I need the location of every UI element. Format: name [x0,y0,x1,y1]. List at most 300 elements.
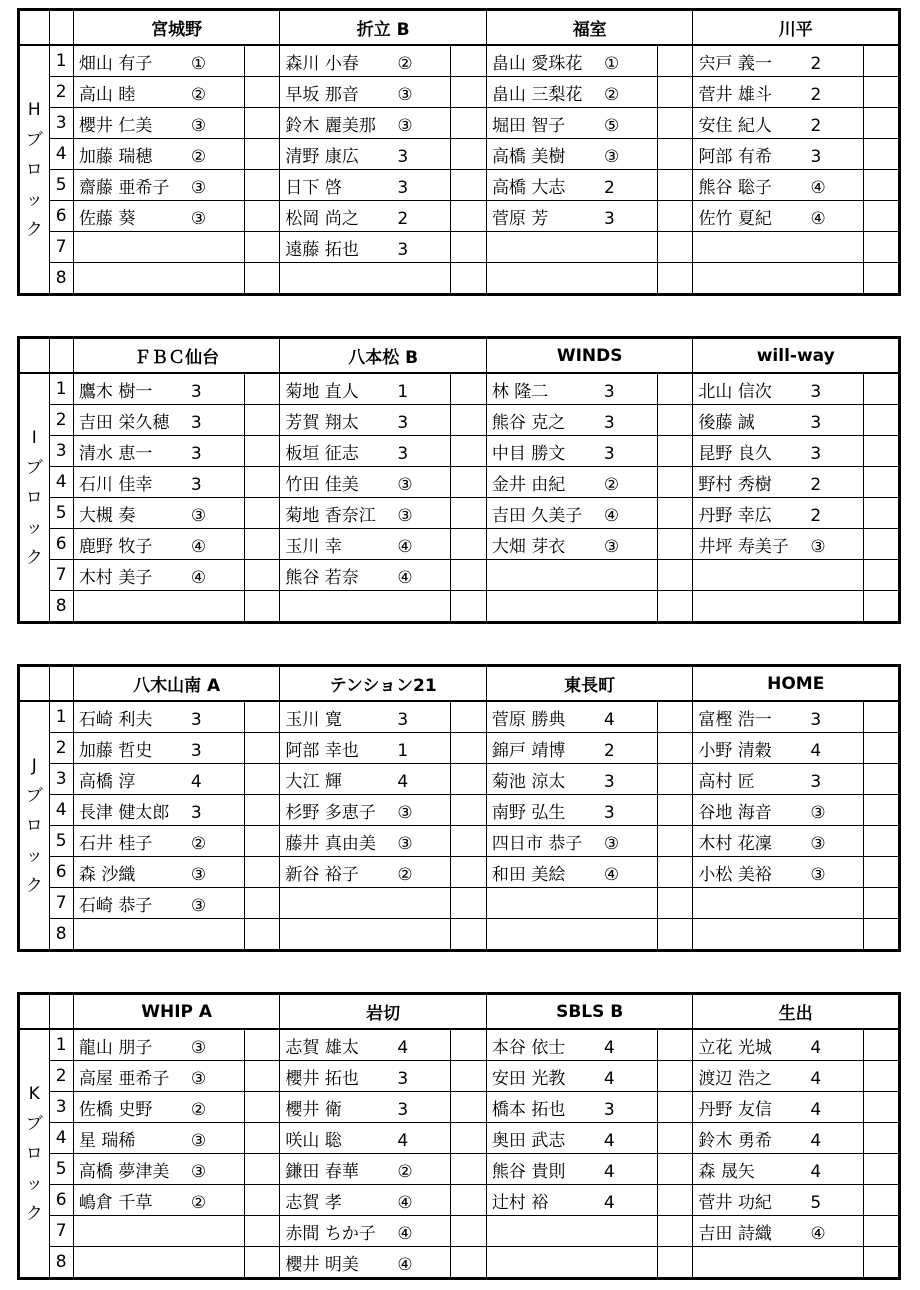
player-cell [693,1247,864,1279]
blank-mark-cell [864,170,900,201]
player-cell [486,232,657,263]
player-name: 四日市 恭子 [491,833,583,854]
row-number: 2 [49,405,73,436]
player-name: 赤間 ちか子 [285,1223,376,1244]
blank-mark-cell [244,888,280,919]
blank-mark-cell [244,1185,280,1216]
player-name: 高橋 淳 [78,771,136,792]
blank-mark-cell [244,857,280,888]
player-cell [693,498,864,529]
player-cell [486,826,657,857]
player-grade: ④ [810,208,826,229]
player-grade: 3 [603,771,615,792]
player-name: 玉川 幸 [285,536,342,557]
player-cell [486,405,657,436]
team-name: WINDS [486,338,693,374]
corner-cell [49,10,73,46]
player-row [19,1029,900,1061]
player-grade: 3 [603,443,615,464]
player-cell [486,373,657,405]
player-grade: 2 [810,84,822,105]
row-number: 2 [49,77,73,108]
blank-mark-cell [451,1185,487,1216]
player-grade: 4 [603,709,615,730]
blank-mark-cell [244,201,280,232]
player-name: 阿部 幸也 [285,740,359,761]
blank-mark-cell [244,170,280,201]
player-grade: ① [190,53,207,74]
player-grade: 3 [397,177,409,198]
blank-mark-cell [864,373,900,405]
blank-mark-cell [864,498,900,529]
team-name: ＦＢＣ仙台 [73,338,279,374]
player-grade: ② [190,1099,207,1120]
blank-mark-cell [451,1154,487,1185]
blank-mark-cell [451,45,487,77]
blank-mark-cell [451,436,487,467]
row-number: 8 [49,591,73,623]
player-name: 辻村 裕 [491,1192,549,1213]
player-cell [486,1092,657,1123]
player-cell [486,139,657,170]
player-grade: 4 [810,740,822,761]
row-number: 6 [49,529,73,560]
player-grade: 1 [397,381,409,402]
blank-mark-cell [864,826,900,857]
player-name: 吉田 久美子 [491,505,583,526]
block-label-char: ク [25,219,43,240]
blank-mark-cell [451,701,487,733]
player-grade: 4 [603,1068,615,1089]
player-cell [486,1185,657,1216]
blank-mark-cell [864,436,900,467]
blank-mark-cell [864,201,900,232]
player-cell [693,919,864,951]
block-label-char: ッ [25,517,43,538]
player-name: 奥田 武志 [491,1130,566,1151]
player-name: 日下 啓 [285,177,342,198]
player-grade: 3 [190,740,202,761]
player-row [19,888,900,919]
player-cell [693,529,864,560]
blank-mark-cell [451,263,487,295]
player-cell [486,764,657,795]
player-name: 櫻井 衛 [285,1099,342,1120]
player-grade: ② [603,84,620,105]
player-grade: 3 [397,709,409,730]
player-cell [486,45,657,77]
player-row [19,1061,900,1092]
player-cell [486,888,657,919]
blank-mark-cell [864,1216,900,1247]
player-grade: 3 [810,443,822,464]
player-name: 野村 秀樹 [698,474,772,495]
player-grade: ③ [810,864,826,885]
corner-cell [49,666,73,702]
team-name: will-way [693,338,900,374]
player-cell [280,1247,451,1279]
block-table [17,992,901,1280]
blank-mark-cell [864,77,900,108]
blank-mark-cell [657,1061,693,1092]
blank-mark-cell [451,1061,487,1092]
player-cell [280,263,451,295]
player-grade: 3 [190,474,202,495]
player-name: 阿部 有希 [698,146,772,167]
player-cell [73,1092,244,1123]
blank-mark-cell [244,1029,280,1061]
block-label [19,701,50,951]
player-cell [693,1185,864,1216]
blank-mark-cell [657,1216,693,1247]
player-cell [486,263,657,295]
player-cell [693,733,864,764]
player-grade: 3 [810,709,822,730]
blank-mark-cell [451,888,487,919]
block-label [19,373,50,623]
player-name: 吉田 栄久穂 [78,412,170,433]
player-grade: 4 [190,771,202,792]
player-row [19,405,900,436]
block-label-char: ロ [25,159,43,180]
player-name: 齋藤 亜希子 [78,177,170,198]
team-name: 東長町 [486,666,692,702]
player-grade: ③ [190,864,207,885]
blank-mark-cell [657,170,693,201]
block-label-char: ク [25,547,43,568]
player-grade: ④ [397,1192,413,1213]
player-cell [280,1216,451,1247]
row-number: 8 [49,263,73,295]
player-cell [280,701,451,733]
blank-mark-cell [244,108,280,139]
player-name: 菊池 涼太 [491,771,566,792]
player-name: 芳賀 翔太 [285,412,359,433]
player-name: 高屋 亜希子 [78,1068,170,1089]
team-header-row [19,666,900,702]
player-name: 林 隆二 [491,381,549,402]
player-cell [280,733,451,764]
player-row [19,139,900,170]
row-number: 3 [49,1092,73,1123]
player-name: 大槻 奏 [78,505,136,526]
player-cell [486,436,657,467]
player-cell [73,888,244,919]
row-number: 7 [49,1216,73,1247]
row-number: 4 [49,467,73,498]
row-number: 5 [49,826,73,857]
player-grade: 4 [397,1130,409,1151]
team-name: 川平 [693,10,900,46]
row-number: 5 [49,170,73,201]
player-cell [280,1061,451,1092]
player-cell [280,795,451,826]
player-row [19,1185,900,1216]
player-cell [693,1216,864,1247]
player-cell [693,170,864,201]
player-grade: ④ [810,1223,826,1244]
player-grade: ② [603,474,620,495]
player-name: 菅原 芳 [491,208,549,229]
blank-mark-cell [864,1092,900,1123]
blank-mark-cell [657,436,693,467]
player-name: 南野 弘生 [491,802,566,823]
row-number: 6 [49,857,73,888]
player-cell [73,764,244,795]
player-cell [693,888,864,919]
blank-mark-cell [657,591,693,623]
player-grade: 2 [397,208,409,229]
player-name: 玉川 寛 [285,709,342,730]
player-cell [73,201,244,232]
player-name: 石崎 恭子 [78,895,153,916]
player-cell [280,1123,451,1154]
player-grade: 4 [810,1130,822,1151]
player-grade: 2 [603,177,615,198]
corner-cell [19,994,50,1030]
player-cell [73,1185,244,1216]
block-label-char: ブ [25,785,43,806]
player-cell [693,405,864,436]
player-name: 松岡 尚之 [285,208,359,229]
player-cell [280,232,451,263]
player-cell [693,232,864,263]
blank-mark-cell [451,498,487,529]
blank-mark-cell [864,1029,900,1061]
player-name: 鹿野 牧子 [78,536,153,557]
player-grade: ③ [397,84,413,105]
player-name: 櫻井 仁美 [78,115,153,136]
block-label-char: I [31,427,37,448]
player-grade: ③ [190,1068,207,1089]
row-number: 3 [49,108,73,139]
blank-mark-cell [657,1123,693,1154]
player-cell [693,795,864,826]
player-cell [280,405,451,436]
blank-mark-cell [451,467,487,498]
player-cell [73,1029,244,1061]
player-name: 橋本 拓也 [491,1099,566,1120]
blank-mark-cell [657,263,693,295]
player-grade: 4 [603,1161,615,1182]
player-cell [280,560,451,591]
blank-mark-cell [244,795,280,826]
player-name: 高橋 夢津美 [78,1161,170,1182]
player-row [19,436,900,467]
player-name: 佐橋 史野 [78,1099,153,1120]
blank-mark-cell [864,795,900,826]
player-cell [693,108,864,139]
row-number: 1 [49,701,73,733]
player-grade: ② [397,864,413,885]
blank-mark-cell [864,405,900,436]
blank-mark-cell [244,1247,280,1279]
player-cell [693,591,864,623]
player-name: 鷹木 樹一 [78,381,153,402]
player-grade: 2 [810,115,822,136]
blank-mark-cell [657,560,693,591]
block-label-char: ロ [25,1143,43,1164]
player-name: 北山 信次 [698,381,772,402]
player-name: 木村 美子 [78,567,153,588]
player-grade: 2 [810,505,822,526]
player-name: 谷地 海音 [698,802,772,823]
blank-mark-cell [451,560,487,591]
player-grade: ④ [603,864,620,885]
corner-cell [49,338,73,374]
player-cell [280,139,451,170]
blank-mark-cell [864,1123,900,1154]
player-grade: ④ [397,1223,413,1244]
player-grade: ③ [397,115,413,136]
team-name: 八木山南 A [73,666,280,702]
blank-mark-cell [657,139,693,170]
player-grade: ④ [810,177,826,198]
blank-mark-cell [244,591,280,623]
player-grade: 4 [810,1161,822,1182]
blank-mark-cell [657,733,693,764]
player-cell [73,498,244,529]
row-number: 2 [49,1061,73,1092]
blank-mark-cell [657,701,693,733]
player-grade: 3 [397,412,409,433]
row-number: 5 [49,498,73,529]
team-name: テンション21 [280,666,487,702]
player-grade: ⑤ [603,115,620,136]
player-grade: ③ [603,536,620,557]
player-name: 加藤 瑞穂 [78,146,153,167]
player-grade: ③ [397,833,413,854]
blank-mark-cell [864,1185,900,1216]
player-cell [693,1092,864,1123]
team-name: 宮城野 [73,10,280,46]
player-grade: 3 [190,381,202,402]
team-header-row [19,10,900,46]
blank-mark-cell [657,1154,693,1185]
player-cell [486,701,657,733]
player-cell [280,919,451,951]
player-cell [73,77,244,108]
player-name: 菊地 香奈江 [285,505,376,526]
player-cell [73,170,244,201]
player-cell [280,498,451,529]
player-grade: 3 [190,443,202,464]
player-grade: ③ [397,474,413,495]
player-cell [693,764,864,795]
block-table [17,8,901,296]
player-name: 清水 恵一 [78,443,153,464]
blank-mark-cell [864,1061,900,1092]
player-name: 鎌田 春華 [285,1161,359,1182]
blank-mark-cell [657,1247,693,1279]
player-name: 堀田 智子 [491,115,566,136]
player-cell [486,1029,657,1061]
player-row [19,201,900,232]
player-grade: 3 [397,146,409,167]
player-row [19,373,900,405]
team-name: SBLS B [486,994,693,1030]
blank-mark-cell [864,857,900,888]
player-row [19,560,900,591]
blank-mark-cell [451,826,487,857]
blank-mark-cell [864,139,900,170]
blank-mark-cell [657,467,693,498]
team-name: 福室 [486,10,693,46]
player-grade: ④ [190,567,207,588]
blank-mark-cell [244,733,280,764]
block-label [19,1029,50,1279]
player-cell [73,1154,244,1185]
blank-mark-cell [657,108,693,139]
player-grade: ② [190,84,207,105]
player-grade: 3 [810,381,822,402]
player-grade: 3 [190,709,202,730]
block-table [17,336,901,624]
player-name: 木村 花凜 [698,833,772,854]
player-cell [73,232,244,263]
player-cell [73,1123,244,1154]
team-name: HOME [693,666,900,702]
blank-mark-cell [451,139,487,170]
player-name: 畠山 愛珠花 [491,53,583,74]
player-cell [280,529,451,560]
row-number: 3 [49,764,73,795]
player-name: 熊谷 聡子 [698,177,772,198]
player-cell [486,1247,657,1279]
player-grade: 4 [397,1037,409,1058]
player-row [19,1092,900,1123]
player-cell [73,1216,244,1247]
player-cell [280,591,451,623]
player-cell [693,201,864,232]
row-number: 4 [49,795,73,826]
blank-mark-cell [451,1123,487,1154]
player-name: 龍山 朋子 [78,1037,153,1058]
player-grade: 4 [603,1192,615,1213]
player-name: 熊谷 若奈 [285,567,359,588]
player-name: 森 晟矢 [698,1161,755,1182]
player-name: 鈴木 麗美那 [285,115,376,136]
player-grade: 4 [603,1037,615,1058]
player-grade: ④ [397,567,413,588]
player-grade: 3 [810,146,822,167]
blank-mark-cell [451,201,487,232]
player-name: 石川 佳幸 [78,474,153,495]
block-label-char: ブ [25,457,43,478]
player-cell [280,1185,451,1216]
player-name: 富樫 浩一 [698,709,772,730]
player-cell [693,467,864,498]
blank-mark-cell [864,919,900,951]
player-name: 菊地 直人 [285,381,359,402]
player-cell [73,560,244,591]
player-name: 石崎 利夫 [78,709,153,730]
block-label-char: K [28,1083,40,1104]
player-cell [693,1061,864,1092]
player-grade: ③ [190,895,207,916]
blank-mark-cell [657,232,693,263]
blank-mark-cell [451,1029,487,1061]
player-name: 櫻井 拓也 [285,1068,359,1089]
player-name: 安田 光教 [491,1068,566,1089]
player-cell [73,108,244,139]
block-label-char: ロ [25,815,43,836]
player-grade: 2 [810,53,822,74]
blank-mark-cell [864,108,900,139]
player-cell [73,795,244,826]
blank-mark-cell [244,77,280,108]
player-cell [486,919,657,951]
